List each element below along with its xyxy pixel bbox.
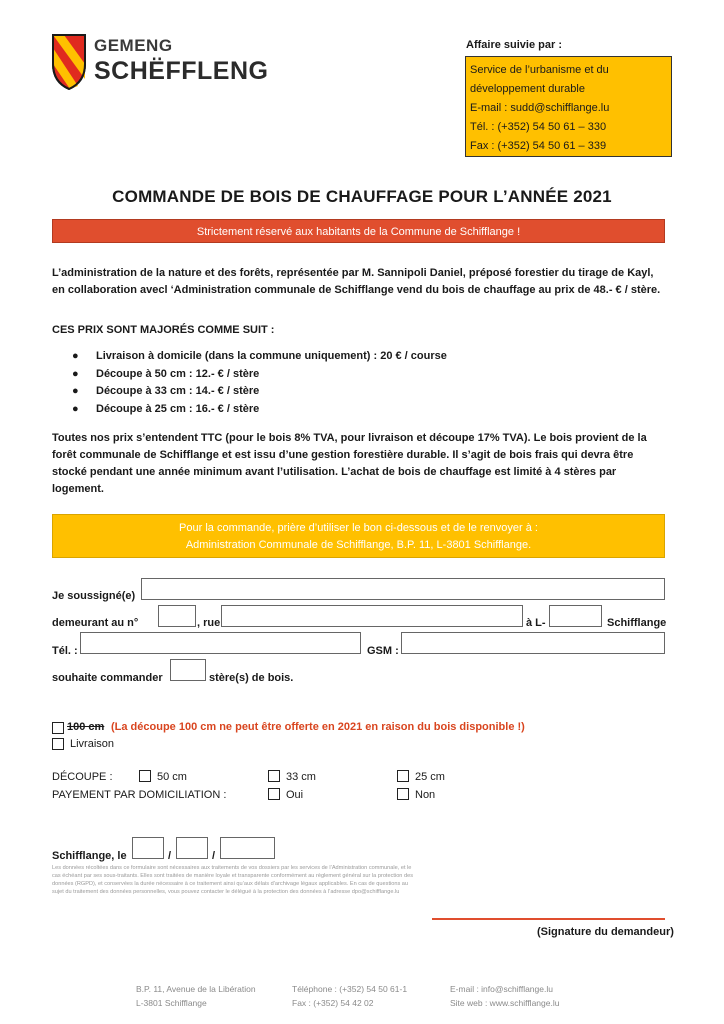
reserved-banner: Strictement réservé aux habitants de la Commune de Schifflange ! <box>52 219 665 243</box>
signature-label: (Signature du demandeur) <box>537 926 674 938</box>
street-label: , rue <box>197 617 221 629</box>
date-day-field[interactable] <box>132 837 164 859</box>
cut-33-label: 33 cm <box>286 771 316 783</box>
bullet-icon: ● <box>72 402 79 415</box>
cut-100-label: 100 cm <box>67 721 105 733</box>
payment-yes-checkbox[interactable] <box>268 788 280 800</box>
cut-25-checkbox[interactable] <box>397 770 409 782</box>
gsm-label: GSM : <box>367 645 399 657</box>
page-title: COMMANDE DE BOIS DE CHAUFFAGE POUR L’ANNÉE 2021 <box>112 187 612 206</box>
payment-yes-label: Oui <box>286 789 304 801</box>
date-month-field[interactable] <box>176 837 208 859</box>
order-banner: Pour la commande, prière d’utiliser le bon ci-dessous et de le renvoyer à : Administration Communale de Schifflange, B.P. 11, L-3801 Schifflange. <box>52 514 665 558</box>
name-field[interactable] <box>141 578 665 600</box>
tva-paragraph: Toutes nos prix s’entendent TTC (pour le bois 8% TVA, pour livraison et découpe 17% TVA). Le bois provient de la forêt communale de Schifflange et est issu d’une gestion forestière durable. Il s’agit de bois frais qui devra être stocké pendant une année minimum avant l’utilisation. L’achat de bois de chauffage est limité à 4 stères par logement. <box>52 432 647 495</box>
date-separator: / <box>212 850 216 862</box>
tel-field[interactable] <box>80 632 361 654</box>
logo-line2: SCHËFFLENG <box>94 57 269 85</box>
house-number-field[interactable] <box>158 605 196 627</box>
payment-no-checkbox[interactable] <box>397 788 409 800</box>
order-qty-label: souhaite commander <box>52 672 163 684</box>
bullet-icon: ● <box>72 385 79 397</box>
contact-box <box>465 56 672 157</box>
postcode-label: à L- <box>526 617 546 629</box>
cut-33-checkbox[interactable] <box>268 770 280 782</box>
intro-paragraph: L’administration de la nature et des forêts, représentée par M. Sannipoli Daniel, préposé forestier du tirage de Kayl, en collaboration avecl ‘Administration communale de Schifflange vend du bois de chauffage au prix de 48.- € / stère. <box>52 267 661 296</box>
date-label: Schifflange, le <box>52 850 127 862</box>
prices-heading: CES PRIX SONT MAJORÉS COMME SUIT : <box>52 324 275 336</box>
delivery-label: Livraison <box>70 738 115 750</box>
bullet-icon: ● <box>72 367 79 380</box>
payment-label: PAYEMENT PAR DOMICILIATION : <box>52 789 227 801</box>
contact-phone: Tél. : (+352) 54 50 61 – 330 <box>470 121 607 133</box>
contact-email: E-mail : sudd@schifflange.lu <box>470 102 610 114</box>
stere-quantity-field[interactable] <box>170 659 206 681</box>
logo-line1: GEMENG <box>94 36 173 55</box>
footer-address: B.P. 11, Avenue de la Libération L-3801 Schifflange <box>136 984 256 1008</box>
bullet-icon: ● <box>72 350 79 362</box>
payment-no-label: Non <box>415 789 436 801</box>
privacy-notice: Les données récoltées dans ce formulaire sont nécessaires aux traitements de vos dossiers par les services de l’Administration communale, et le cas échéant par ses sous-traitants. Elles sont traitées de manière loyale et transparente conformément au règlement général sur la protection des données (RGPD), et conservées la durée nécessaire à ce traitement ainsi qu’aux délais d’archivage légaux applicables. En cas de questions au sujet du traitement des données personnelles, vous pouvez contacter le délégué à la protection des données à l’adresse dpo@schifflange.lu <box>52 865 413 895</box>
cut-50-checkbox[interactable] <box>139 770 151 782</box>
coat-of-arms-icon <box>52 34 86 90</box>
gsm-field[interactable] <box>401 632 665 654</box>
cut-25-label: 25 cm <box>415 771 445 783</box>
contact-heading: Affaire suivie par : <box>466 39 562 51</box>
house-number-label: demeurant au n° <box>52 617 139 629</box>
tel-label: Tél. : <box>52 645 78 657</box>
delivery-checkbox[interactable] <box>52 738 64 750</box>
date-separator: / <box>168 850 172 862</box>
footer-phone: Téléphone : (+352) 54 50 61-1 Fax : (+352) 54 42 02 <box>292 984 408 1008</box>
footer-web: E-mail : info@schifflange.lu Site web : www.schifflange.lu <box>450 984 560 1008</box>
contact-fax: Fax : (+352) 54 50 61 – 339 <box>470 140 607 152</box>
cut-100-note: (La découpe 100 cm ne peut être offerte en 2021 en raison du bois disponible !) <box>111 721 525 733</box>
list-item: ● Découpe à 25 cm : 16.- € / stère <box>72 401 447 419</box>
price-list <box>72 348 447 418</box>
cut-100-checkbox[interactable] <box>52 722 64 734</box>
cut-50-label: 50 cm <box>157 771 187 783</box>
list-item: ● Livraison à domicile (dans la commune uniquement) : 20 € / course <box>72 348 447 366</box>
city-label: Schifflange <box>607 617 667 629</box>
contact-line: développement durable <box>470 83 585 95</box>
stere-unit-label: stère(s) de bois. <box>209 672 294 684</box>
date-year-field[interactable] <box>220 837 275 859</box>
street-field[interactable] <box>221 605 523 627</box>
soussigne-label: Je soussigné(e) <box>52 590 136 602</box>
contact-line: Service de l’urbanisme et du <box>470 64 609 76</box>
list-item: ● Découpe à 33 cm : 14.- € / stère <box>72 383 447 401</box>
signature-line <box>432 918 665 920</box>
postcode-field[interactable] <box>549 605 602 627</box>
cut-label: DÉCOUPE : <box>52 771 113 783</box>
list-item: ● Découpe à 50 cm : 12.- € / stère <box>72 366 447 384</box>
